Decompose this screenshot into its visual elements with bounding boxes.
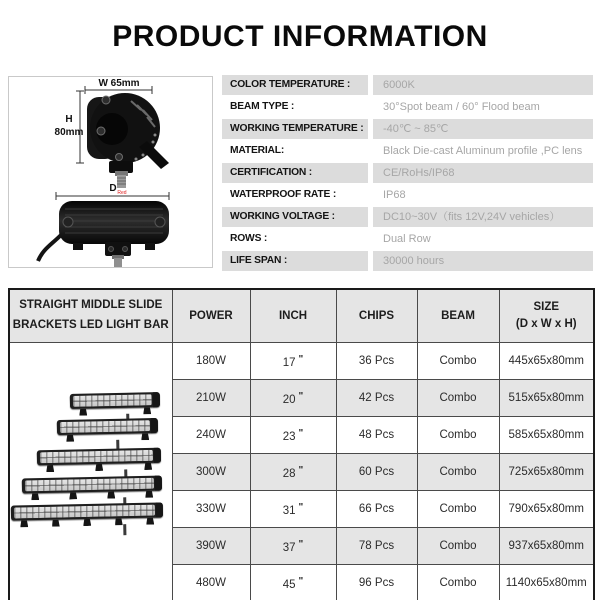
spec-label: WORKING VOLTAGE : bbox=[222, 207, 368, 227]
led-bar-image-28in bbox=[22, 476, 162, 501]
cell-beam: Combo bbox=[417, 454, 499, 491]
spec-row bbox=[222, 119, 593, 139]
spec-row bbox=[222, 141, 593, 161]
spec-value: 6000K bbox=[373, 75, 593, 95]
cell-size: 1140x65x80mm bbox=[499, 565, 594, 600]
cell-power: 480W bbox=[172, 565, 250, 600]
header-size bbox=[499, 289, 594, 343]
page-title: PRODUCT INFORMATION bbox=[112, 20, 488, 53]
cell-beam: Combo bbox=[417, 491, 499, 528]
cell-size: 725x65x80mm bbox=[499, 454, 594, 491]
cell-power: 390W bbox=[172, 528, 250, 565]
cell-chips: 48 Pcs bbox=[336, 417, 417, 454]
spec-row bbox=[222, 251, 593, 271]
cell-chips: 66 Pcs bbox=[336, 491, 417, 528]
spec-table bbox=[222, 75, 593, 273]
cell-inch: 17 " bbox=[250, 343, 336, 380]
spec-row bbox=[222, 207, 593, 227]
cell-chips: 36 Pcs bbox=[336, 343, 417, 380]
height-dimension-label-h: H bbox=[65, 114, 73, 125]
spec-value: IP68 bbox=[383, 189, 406, 201]
spec-value: 30000 hours bbox=[373, 251, 593, 271]
led-bar-images-cell bbox=[9, 343, 172, 600]
cell-size: 937x65x80mm bbox=[499, 528, 594, 565]
sizes-table-header-row bbox=[9, 289, 594, 343]
cell-size: 790x65x80mm bbox=[499, 491, 594, 528]
cell-inch: 31 " bbox=[250, 491, 336, 528]
spec-row bbox=[222, 185, 593, 205]
header-chips: CHIPS bbox=[336, 289, 417, 343]
spec-label: ROWS : bbox=[230, 233, 268, 244]
spec-value: Black Die-cast Aluminum profile ,PC lens bbox=[383, 145, 583, 157]
header-inch: INCH bbox=[250, 289, 336, 343]
cell-beam: Combo bbox=[417, 417, 499, 454]
cell-size: 445x65x80mm bbox=[499, 343, 594, 380]
header-beam: BEAM bbox=[417, 289, 499, 343]
cell-chips: 96 Pcs bbox=[336, 565, 417, 600]
cell-beam: Combo bbox=[417, 343, 499, 380]
cell-size: 585x65x80mm bbox=[499, 417, 594, 454]
cell-beam: Combo bbox=[417, 528, 499, 565]
red-mark-text: Red bbox=[117, 190, 127, 196]
spec-label: LIFE SPAN : bbox=[222, 251, 368, 271]
cell-chips: 78 Pcs bbox=[336, 528, 417, 565]
cell-power: 240W bbox=[172, 417, 250, 454]
cell-beam: Combo bbox=[417, 380, 499, 417]
table-row bbox=[9, 343, 594, 380]
led-bar-image-20in bbox=[57, 418, 158, 442]
spec-value: CE/RoHs/IP68 bbox=[373, 163, 593, 183]
spec-label: BEAM TYPE : bbox=[230, 101, 295, 112]
spec-label: MATERIAL: bbox=[230, 145, 285, 156]
spec-row bbox=[222, 229, 593, 249]
spec-label: WORKING TEMPERATURE : bbox=[222, 119, 368, 139]
sizes-table bbox=[8, 288, 595, 600]
spec-value: 30°Spot beam / 60° Flood beam bbox=[383, 101, 540, 113]
cell-inch: 20 " bbox=[250, 380, 336, 417]
cell-chips: 60 Pcs bbox=[336, 454, 417, 491]
corner-title-cell bbox=[9, 289, 172, 343]
header-size-line2: (D x W x H) bbox=[515, 318, 577, 330]
header-power: POWER bbox=[172, 289, 250, 343]
height-dimension-label-mm: 80mm bbox=[54, 127, 84, 138]
cell-size: 515x65x80mm bbox=[499, 380, 594, 417]
led-bar-rear-view bbox=[38, 201, 169, 267]
spec-label: WATERPROOF RATE : bbox=[230, 189, 337, 200]
led-bar-image-31in bbox=[11, 502, 163, 527]
header-size-line1: SIZE bbox=[533, 300, 560, 313]
cell-beam: Combo bbox=[417, 565, 499, 600]
led-pod-side-view bbox=[87, 93, 169, 196]
led-bar-image-17in bbox=[70, 392, 160, 416]
corner-title-line1: STRAIGHT MIDDLE SLIDE bbox=[19, 299, 163, 312]
spec-row bbox=[222, 75, 593, 95]
led-pod-dimension-drawing bbox=[9, 77, 212, 267]
cell-inch: 28 " bbox=[250, 454, 336, 491]
spec-row bbox=[222, 97, 593, 117]
spec-value: DC10~30V（fits 12V,24V vehicles） bbox=[373, 207, 593, 227]
cell-power: 300W bbox=[172, 454, 250, 491]
spec-value: -40℃ ~ 85℃ bbox=[373, 119, 593, 139]
spec-value: Dual Row bbox=[383, 233, 431, 245]
dimension-diagram-panel bbox=[8, 76, 213, 268]
width-dimension-label: W 65mm bbox=[98, 78, 140, 89]
spec-label: COLOR TEMPERATURE : bbox=[222, 75, 368, 95]
cell-power: 330W bbox=[172, 491, 250, 528]
cell-inch: 45 " bbox=[250, 565, 336, 600]
cell-chips: 42 Pcs bbox=[336, 380, 417, 417]
cell-power: 210W bbox=[172, 380, 250, 417]
cell-power: 180W bbox=[172, 343, 250, 380]
cell-inch: 23 " bbox=[250, 417, 336, 454]
depth-dimension-label: D bbox=[109, 183, 117, 194]
spec-label: CERTIFICATION : bbox=[222, 163, 368, 183]
cell-inch: 37 " bbox=[250, 528, 336, 565]
corner-title-line2: BRACKETS LED LIGHT BAR bbox=[12, 319, 169, 331]
spec-row bbox=[222, 163, 593, 183]
led-bar-image-23in bbox=[37, 448, 161, 473]
